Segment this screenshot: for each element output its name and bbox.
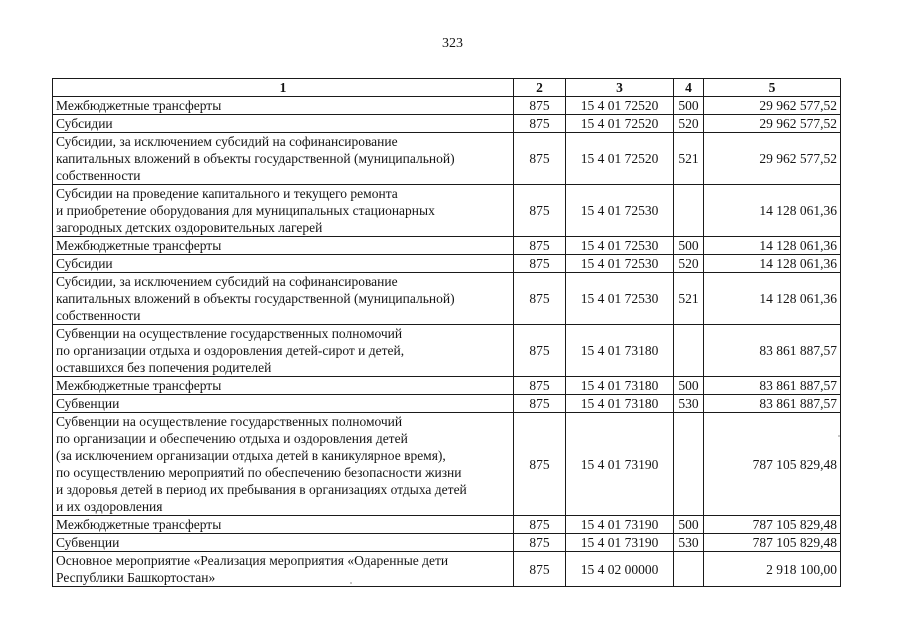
row-amount-cell: 787 105 829,48 <box>704 413 841 516</box>
row-expense-type-cell: 520 <box>674 115 704 133</box>
row-admin-code-cell: 875 <box>514 133 566 185</box>
row-admin-code-cell: 875 <box>514 413 566 516</box>
row-name-cell: Субсидии, за исключением субсидий на софинансирование капитальных вложений в объекты государственной (муниципальной) собственности <box>53 133 514 185</box>
row-name-cell: Межбюджетные трансферты <box>53 377 514 395</box>
row-admin-code-cell: 875 <box>514 237 566 255</box>
column-header-3: 3 <box>566 79 674 97</box>
column-header-5: 5 <box>704 79 841 97</box>
row-expense-type-cell <box>674 552 704 587</box>
row-name-cell: Основное мероприятие «Реализация мероприятия «Одаренные дети Республики Башкортостан» <box>53 552 514 587</box>
row-name-cell: Межбюджетные трансферты <box>53 97 514 115</box>
row-target-code-cell: 15 4 01 73190 <box>566 534 674 552</box>
table-row <box>53 97 841 115</box>
row-amount-cell: 83 861 887,57 <box>704 395 841 413</box>
table-row <box>53 534 841 552</box>
table-row <box>53 395 841 413</box>
column-header-4: 4 <box>674 79 704 97</box>
column-header-1: 1 <box>53 79 514 97</box>
row-name-cell: Субсидии <box>53 255 514 273</box>
row-expense-type-cell <box>674 185 704 237</box>
table-row <box>53 377 841 395</box>
budget-table <box>52 78 841 587</box>
row-amount-cell: 14 128 061,36 <box>704 237 841 255</box>
row-expense-type-cell: 500 <box>674 377 704 395</box>
row-target-code-cell: 15 4 01 73190 <box>566 516 674 534</box>
row-expense-type-cell: 500 <box>674 97 704 115</box>
scan-speck <box>838 435 840 437</box>
row-name-cell: Субсидии на проведение капитального и текущего ремонта и приобретение оборудования для муниципальных стационарных загородных детских оздоровительных лагерей <box>53 185 514 237</box>
row-target-code-cell: 15 4 01 72520 <box>566 133 674 185</box>
table-row <box>53 185 841 237</box>
row-amount-cell: 14 128 061,36 <box>704 273 841 325</box>
row-name-cell: Межбюджетные трансферты <box>53 237 514 255</box>
row-target-code-cell: 15 4 01 72530 <box>566 185 674 237</box>
row-name-cell: Субсидии, за исключением субсидий на софинансирование капитальных вложений в объекты государственной (муниципальной) собственности <box>53 273 514 325</box>
row-name-cell: Субвенции <box>53 534 514 552</box>
row-admin-code-cell: 875 <box>514 255 566 273</box>
table-row <box>53 255 841 273</box>
table-row <box>53 413 841 516</box>
row-target-code-cell: 15 4 01 73190 <box>566 413 674 516</box>
row-target-code-cell: 15 4 01 73180 <box>566 395 674 413</box>
row-target-code-cell: 15 4 02 00000 <box>566 552 674 587</box>
row-amount-cell: 29 962 577,52 <box>704 133 841 185</box>
row-admin-code-cell: 875 <box>514 325 566 377</box>
table-row <box>53 237 841 255</box>
row-amount-cell: 29 962 577,52 <box>704 115 841 133</box>
row-target-code-cell: 15 4 01 72530 <box>566 237 674 255</box>
row-target-code-cell: 15 4 01 72530 <box>566 255 674 273</box>
row-target-code-cell: 15 4 01 73180 <box>566 325 674 377</box>
row-expense-type-cell: 530 <box>674 395 704 413</box>
row-admin-code-cell: 875 <box>514 185 566 237</box>
row-amount-cell: 83 861 887,57 <box>704 325 841 377</box>
row-admin-code-cell: 875 <box>514 377 566 395</box>
row-target-code-cell: 15 4 01 72530 <box>566 273 674 325</box>
row-admin-code-cell: 875 <box>514 552 566 587</box>
row-expense-type-cell: 520 <box>674 255 704 273</box>
page-number: 323 <box>442 36 463 51</box>
table-row <box>53 516 841 534</box>
row-expense-type-cell <box>674 413 704 516</box>
table-row <box>53 273 841 325</box>
row-amount-cell: 14 128 061,36 <box>704 185 841 237</box>
row-admin-code-cell: 875 <box>514 273 566 325</box>
table-header-row <box>53 79 841 97</box>
row-amount-cell: 14 128 061,36 <box>704 255 841 273</box>
row-expense-type-cell: 500 <box>674 516 704 534</box>
row-name-cell: Субвенции на осуществление государственных полномочий по организации и обеспечению отдыха и оздоровления детей (за исключением организации отдыха детей в каникулярное время), по осуществлению мероприятий по обеспечению безопасности жизни и здоровья детей в период их пребывания в организациях отдыха детей и их оздоровления <box>53 413 514 516</box>
row-expense-type-cell: 530 <box>674 534 704 552</box>
row-name-cell: Субсидии <box>53 115 514 133</box>
row-admin-code-cell: 875 <box>514 395 566 413</box>
row-amount-cell: 83 861 887,57 <box>704 377 841 395</box>
table-row <box>53 133 841 185</box>
row-target-code-cell: 15 4 01 72520 <box>566 97 674 115</box>
row-amount-cell: 787 105 829,48 <box>704 534 841 552</box>
row-expense-type-cell <box>674 325 704 377</box>
scan-speck <box>350 582 352 584</box>
row-target-code-cell: 15 4 01 73180 <box>566 377 674 395</box>
row-admin-code-cell: 875 <box>514 516 566 534</box>
row-expense-type-cell: 521 <box>674 273 704 325</box>
row-admin-code-cell: 875 <box>514 115 566 133</box>
row-target-code-cell: 15 4 01 72520 <box>566 115 674 133</box>
row-name-cell: Межбюджетные трансферты <box>53 516 514 534</box>
row-amount-cell: 29 962 577,52 <box>704 97 841 115</box>
table-row <box>53 115 841 133</box>
row-name-cell: Субвенции на осуществление государственных полномочий по организации отдыха и оздоровления детей-сирот и детей, оставшихся без попечения родителей <box>53 325 514 377</box>
column-header-2: 2 <box>514 79 566 97</box>
row-expense-type-cell: 500 <box>674 237 704 255</box>
table-row <box>53 325 841 377</box>
row-amount-cell: 2 918 100,00 <box>704 552 841 587</box>
row-expense-type-cell: 521 <box>674 133 704 185</box>
row-amount-cell: 787 105 829,48 <box>704 516 841 534</box>
row-admin-code-cell: 875 <box>514 97 566 115</box>
row-name-cell: Субвенции <box>53 395 514 413</box>
table-row <box>53 552 841 587</box>
row-admin-code-cell: 875 <box>514 534 566 552</box>
